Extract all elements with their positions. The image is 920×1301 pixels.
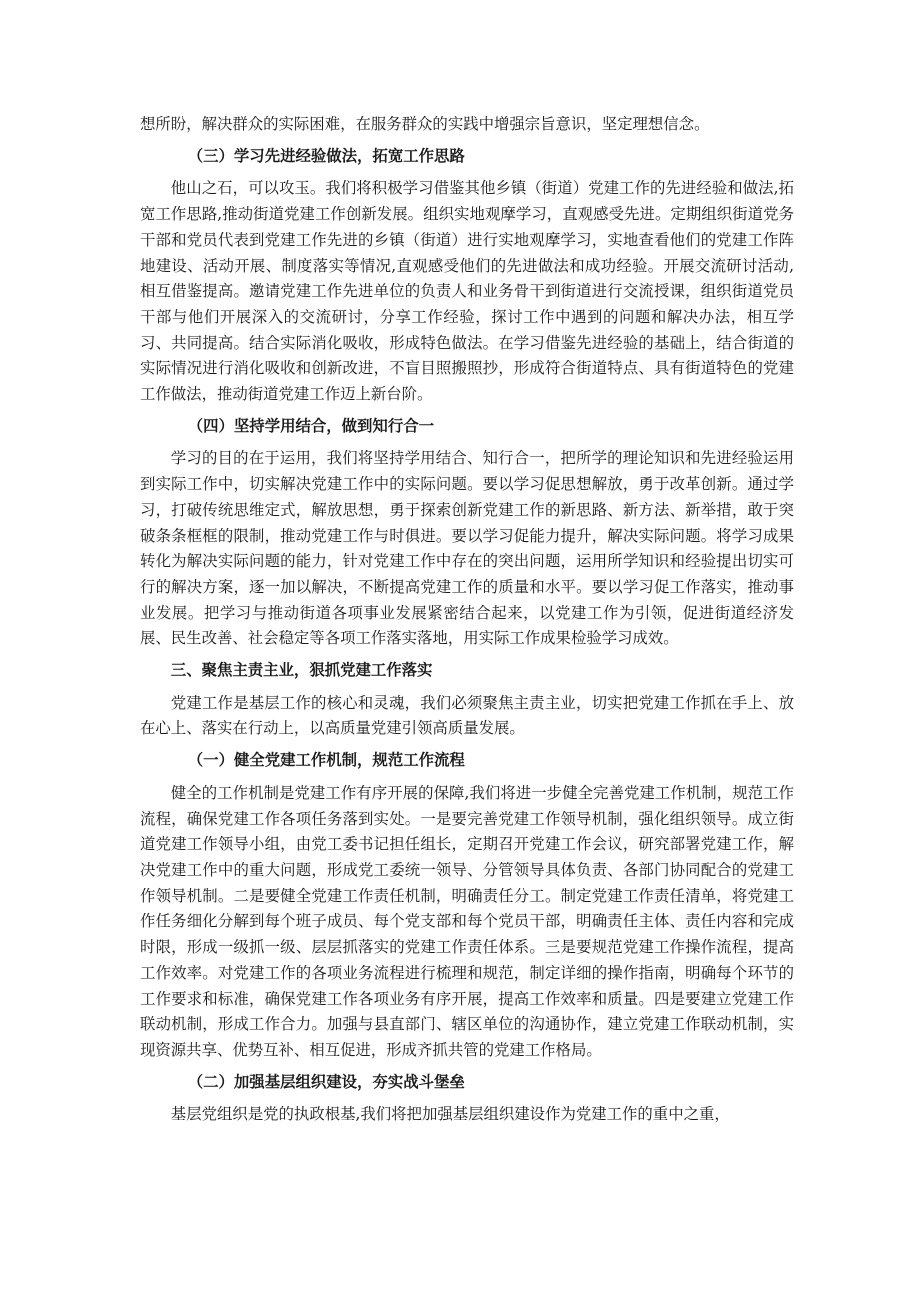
paragraph-learn-and-apply: 学习的目的在于运用，我们将坚持学用结合、知行合一，把所学的理论知识和先进经验运用到实际工作中，切实解决党建工作中的实际问题。要以学习促思想解放，勇于改革创新。通过学习，打破传统思维定式，解放思想，勇于探索创新党建工作的新思路、新方法、新举措，敢于突破条条框框的限制，推动党建工作与时俱进。要以学习促能力提升，解决实际问题。将学习成果转化为解决实际问题的能力，针对党建工作中存在的突出问题，运用所学知识和经验提出切实可行的解决方案，逐一加以解决，不断提高党建工作的质量和水平。要以学习促工作落实，推动事业发展。把学习与推动街道各项事业发展紧密结合起来，以党建工作为引领，促进街道经济发展、民生改善、社会稳定等各项工作落实落地，用实际工作成果检验学习成效。 — [140, 449, 794, 648]
section-heading-4: （四）坚持学用结合，做到知行合一 — [187, 416, 434, 435]
paragraph-continued: 想所盼，解决群众的实际困难，在服务群众的实践中增强宗旨意识，坚定理想信念。 — [140, 115, 710, 133]
section-heading-3: （三）学习先进经验做法，拓宽工作思路 — [187, 146, 465, 165]
section-heading-2: （二）加强基层组织建设，夯实战斗堡垒 — [187, 1072, 465, 1091]
paragraph-work-mechanism: 健全的工作机制是党建工作有序开展的保障,我们将进一步健全完善党建工作机制，规范工作流程，确保党建工作各项任务落到实处。一是要完善党建工作领导机制，强化组织领导。成立街道党建工作领导小组，由党工委书记担任组长，定期召开党建工作会议，研究部署党建工作，解决党建工作中的重大问题，形成党工委统一领导、分管领导具体负责、各部门协同配合的党建工作领导机制。二是要健全党建工作责任机制，明确责任分工。制定党建工作责任清单，将党建工作任务细化分解到每个班子成员、每个党支部和每个党员干部，明确责任主体、责任内容和完成时限，形成一级抓一级、层层抓落实的党建工作责任体系。三是要规范党建工作操作流程，提高工作效率。对党建工作的各项业务流程进行梳理和规范，制定详细的操作指南，明确每个环节的工作要求和标准，确保党建工作各项业务有序开展，提高工作效率和质量。四是要建立党建工作联动机制，形成工作合力。加强与县直部门、辖区单位的沟通协作，建立党建工作联动机制，实现资源共享、优势互补、相互促进，形成齐抓共管的党建工作格局。 — [140, 783, 794, 1059]
paragraph-advanced-experience: 他山之石，可以攻玉。我们将积极学习借鉴其他乡镇（街道）党建工作的先进经验和做法,拓宽工作思路,推动街道党建工作创新发展。组织实地观摩学习，直观感受先进。定期组织街道党务干部和党员代表到党建工作先进的乡镇（街道）进行实地观摩学习，实地查看他们的党建工作阵地建设、活动开展、制度落实等情况,直观感受他们的先进做法和成功经验。开展交流研讨活动,相互借鉴提高。邀请党建工作先进单位的负责人和业务骨干到街道进行交流授课，组织街道党员干部与他们开展深入的交流研讨，分享工作经验，探讨工作中遇到的问题和解决办法，相互学习、共同提高。结合实际消化吸收，形成特色做法。在学习借鉴先进经验的基础上，结合街道的实际情况进行消化吸收和创新改进，不盲目照搬照抄，形成符合街道特点、具有街道特色的党建工作做法，推动街道党建工作迈上新台阶。 — [140, 179, 794, 404]
section-heading-1: （一）健全党建工作机制，规范工作流程 — [187, 751, 465, 770]
document-body — [140, 112, 794, 1128]
chapter-heading-3: 三、聚焦主责主业，狠抓党建工作落实 — [170, 661, 433, 680]
paragraph-grassroots-org: 基层党组织是党的执政根基,我们将把加强基层组织建设作为党建工作的重中之重， — [170, 1105, 730, 1124]
paragraph-core-duty: 党建工作是基层工作的核心和灵魂，我们必须聚焦主责主业，切实把党建工作抓在手上、放在心上、落实在行动上，以高质量党建引领高质量发展。 — [140, 693, 794, 738]
